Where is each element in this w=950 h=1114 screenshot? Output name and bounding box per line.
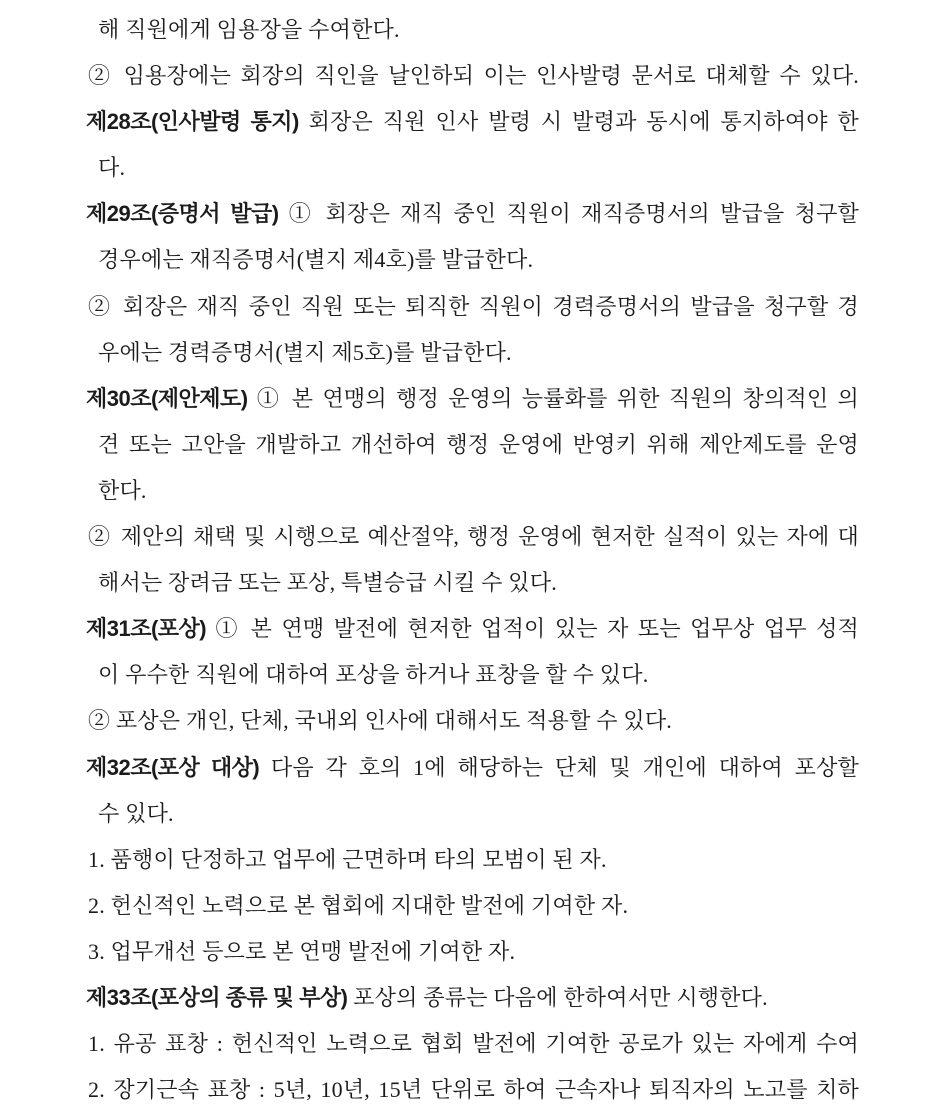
- line-text: 다.: [98, 155, 126, 181]
- doc-line-continuation: [0, 422, 950, 468]
- doc-line-article-31: [0, 606, 950, 652]
- line-text: 1. 품행이 단정하고 업무에 근면하며 타의 모범이 된 자.: [88, 846, 607, 872]
- article-heading: 제29조(증명서 발급): [86, 201, 279, 227]
- article-heading: 제33조(포상의 종류 및 부상): [86, 984, 348, 1010]
- doc-line-item-2: [0, 698, 950, 744]
- doc-line-continuation: [0, 652, 950, 698]
- doc-line-continuation: [0, 7, 950, 53]
- article-heading: 제31조(포상): [86, 616, 207, 642]
- doc-line-item-3: [0, 929, 950, 975]
- line-text: 수 있다.: [98, 800, 174, 826]
- doc-line-article-28: [0, 99, 950, 145]
- line-text: 1. 유공 표창 : 헌신적인 노력으로 협회 발전에 기여한 공로가 있는 자에게 수여: [88, 1031, 859, 1057]
- doc-line-item-2: [0, 1067, 950, 1113]
- line-text: 다음 각 호의 1에 해당하는 단체 및 개인에 대하여 포상할: [259, 754, 859, 780]
- line-text: ① 본 연맹 발전에 현저한 업적이 있는 자 또는 업무상 업무 성적: [206, 616, 859, 642]
- line-text: 2. 헌신적인 노력으로 본 협회에 지대한 발전에 기여한 자.: [88, 892, 629, 918]
- line-text: 경우에는 재직증명서(별지 제4호)를 발급한다.: [98, 247, 534, 273]
- line-text: ① 회장은 재직 중인 직원이 재직증명서의 발급을 청구할: [278, 201, 860, 227]
- article-heading: 제32조(포상 대상): [86, 754, 260, 780]
- doc-line-item-2: [0, 284, 950, 330]
- doc-line-article-32: [0, 745, 950, 791]
- line-text: 견 또는 고안을 개발하고 개선하여 행정 운영에 반영키 위해 제안제도를 운영: [98, 431, 859, 457]
- doc-line-continuation: [0, 468, 950, 514]
- doc-line-item-1: [0, 1021, 950, 1067]
- line-text: 2. 장기근속 표창 : 5년, 10년, 15년 단위로 하여 근속자나 퇴직자의 노고를 치하: [88, 1077, 859, 1103]
- doc-line-continuation: [0, 237, 950, 283]
- doc-line-continuation: [0, 330, 950, 376]
- article-heading: 제28조(인사발령 통지): [86, 109, 299, 135]
- line-text: ② 임용장에는 회장의 직인을 날인하되 이는 인사발령 문서로 대체할 수 있다.: [88, 63, 859, 89]
- doc-line-article-33: [0, 975, 950, 1021]
- line-text: 3. 업무개선 등으로 본 연맹 발전에 기여한 자.: [88, 938, 516, 964]
- doc-line-item-2: [0, 883, 950, 929]
- article-heading: 제30조(제안제도): [86, 385, 248, 411]
- doc-line-continuation: [0, 145, 950, 191]
- doc-line-item-2: [0, 514, 950, 560]
- line-text: 회장은 직원 인사 발령 시 발령과 동시에 통지하여야 한: [298, 109, 859, 135]
- line-text: 우에는 경력증명서(별지 제5호)를 발급한다.: [98, 339, 512, 365]
- line-text: 해서는 장려금 또는 포상, 특별승급 시킬 수 있다.: [98, 570, 557, 596]
- doc-line-continuation: [0, 560, 950, 606]
- line-text: 포상의 종류는 다음에 한하여서만 시행한다.: [347, 984, 768, 1010]
- line-text: 해 직원에게 임용장을 수여한다.: [98, 17, 400, 42]
- doc-line-item-1: [0, 837, 950, 883]
- doc-line-article-29: [0, 191, 950, 237]
- line-text: ① 본 연맹의 행정 운영의 능률화를 위한 직원의 창의적인 의: [247, 385, 859, 411]
- line-text: 한다.: [98, 477, 147, 503]
- doc-line-article-30: [0, 376, 950, 422]
- doc-line-item-2: [0, 53, 950, 99]
- line-text: ② 제안의 채택 및 시행으로 예산절약, 행정 운영에 현저한 실적이 있는 자에 대: [88, 524, 859, 550]
- line-text: ② 포상은 개인, 단체, 국내외 인사에 대해서도 적용할 수 있다.: [88, 708, 672, 734]
- line-text: 이 우수한 직원에 대하여 포상을 하거나 표창을 할 수 있다.: [98, 662, 649, 688]
- line-text: ② 회장은 재직 중인 직원 또는 퇴직한 직원이 경력증명서의 발급을 청구할 경: [88, 293, 859, 319]
- doc-line-continuation: [0, 791, 950, 837]
